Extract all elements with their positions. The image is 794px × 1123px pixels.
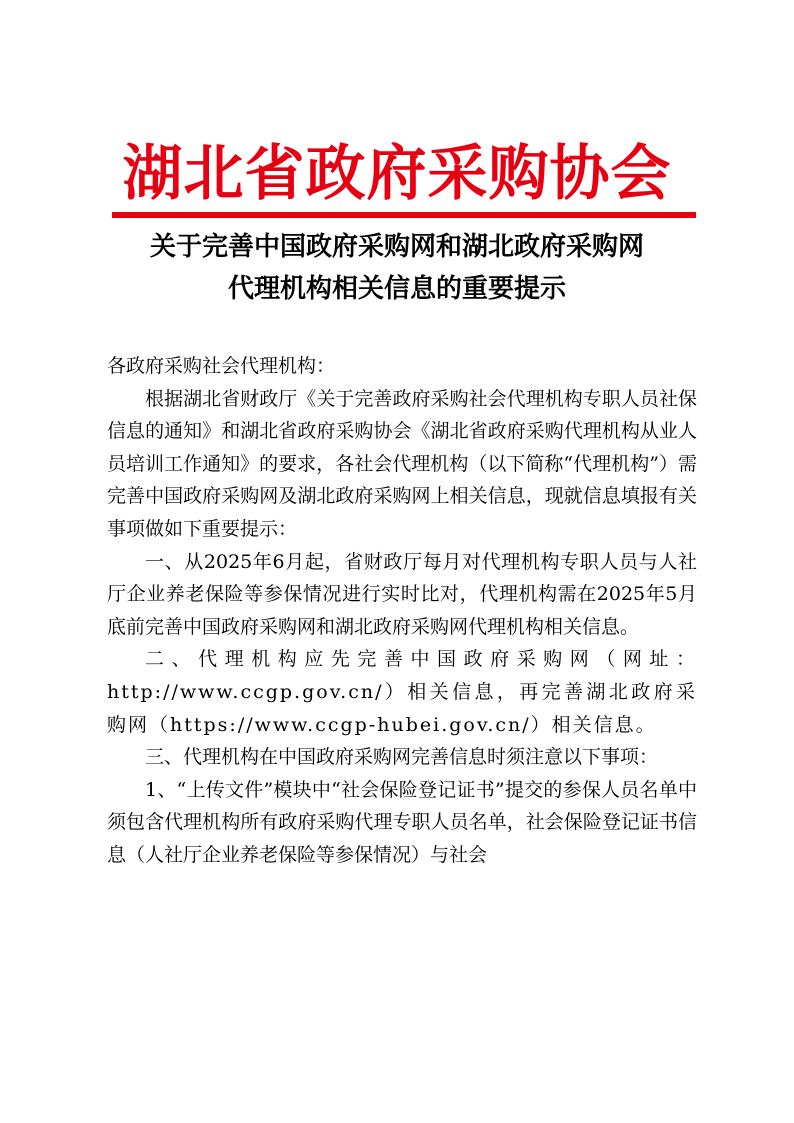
title-line-1: 关于完善中国政府采购网和湖北政府采购网 — [149, 232, 644, 262]
point-2-suffix: ）相关信息。 — [530, 713, 657, 736]
point-1-paragraph: 一、从2025年6月起，省财政厅每月对代理机构专职人员与人社厅企业养老保险等参保情况进行实时比对，代理机构需在2025年5月底前完善中国政府采购网和湖北政府采购网代理机构相关信息。 — [107, 550, 697, 638]
point-3-1-paragraph: 1、“上传文件”模块中“社会保险登记证书”提交的参保人员名单中须包含代理机构所有政府采购代理专职人员名单，社会保险登记证书信息（人社厅企业养老保险等参保情况）与社会 — [107, 778, 697, 866]
intro-paragraph: 根据湖北省财政厅《关于完善政府采购社会代理机构专职人员社保信息的通知》和湖北省政府采购协会《湖北省政府采购代理机构从业人员培训工作通知》的要求，各社会代理机构（以下简称“代理机构”）需完善中国政府采购网及湖北政府采购网上相关信息，现就信息填报有关事项做如下重要提示： — [107, 387, 697, 540]
point-3-paragraph: 三、代理机构在中国政府采购网完善信息时须注意以下事项： — [145, 746, 659, 769]
title-line-2: 代理机构相关信息的重要提示 — [227, 274, 566, 304]
ccgp-hubei-url: https://www.ccgp-hubei.gov.cn/ — [170, 713, 531, 736]
salutation: 各政府采购社会代理机构： — [107, 355, 336, 377]
point-2-paragraph — [107, 643, 697, 741]
point-2-prefix: 二、代理机构应先完善中国政府采购网（网址： — [145, 648, 697, 671]
ccgp-url: http://www.ccgp.gov.cn/ — [107, 680, 384, 703]
masthead-org-name: 湖北省政府采购协会 — [122, 139, 672, 209]
point-2-mid: ）相关信息，再完善湖北政府采购网（ — [107, 680, 697, 736]
document-title — [0, 226, 794, 310]
document-body — [107, 350, 697, 872]
masthead-divider — [112, 212, 696, 218]
